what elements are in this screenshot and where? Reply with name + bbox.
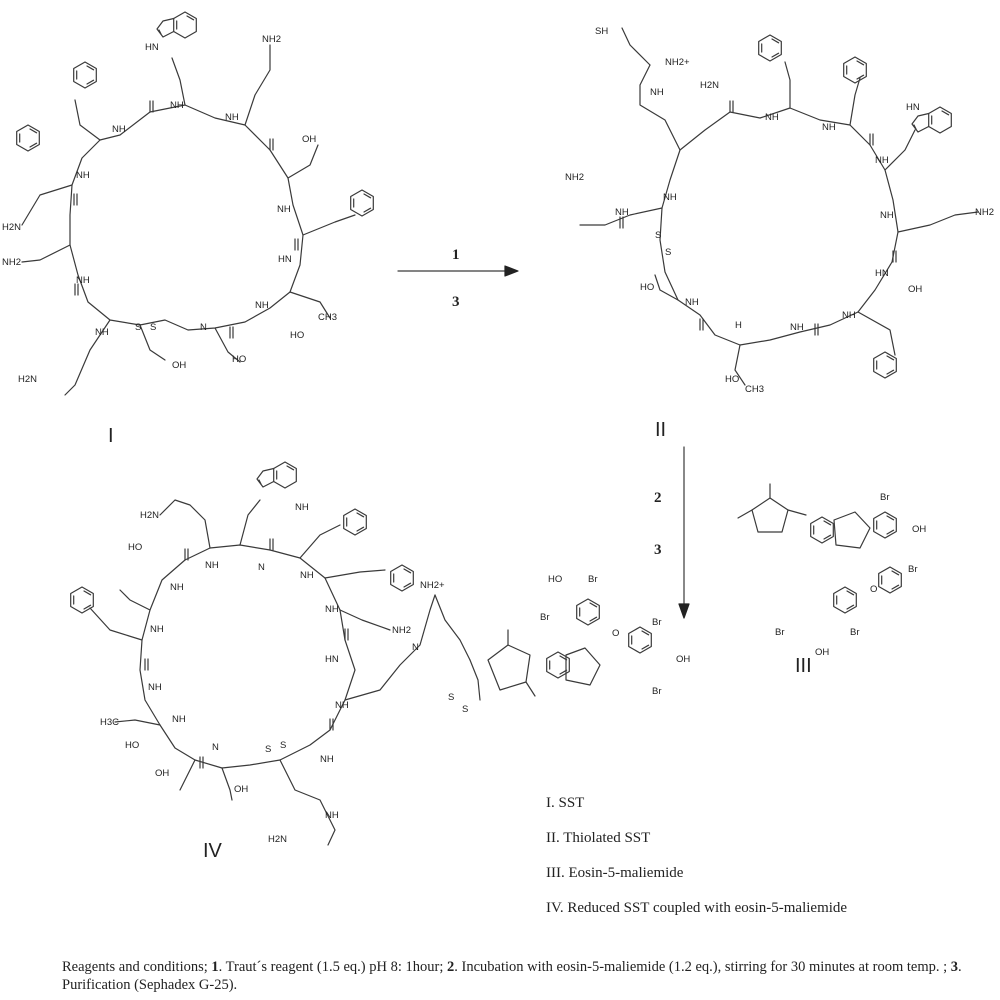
- compound-iv-n-atom-3: N: [212, 742, 219, 753]
- compound-ii-nh-atom-6: NH: [842, 310, 856, 321]
- compound-ii-oh-atom: OH: [908, 284, 923, 295]
- compound-ii-h-atom: H: [735, 320, 742, 331]
- compound-iv-n-atom: N: [258, 562, 265, 573]
- caption-step-1-number: 1: [211, 959, 219, 975]
- compound-iii-br-atom-3: Br: [775, 627, 785, 638]
- compound-iv-s-atom-2: S: [462, 704, 469, 715]
- compound-iv-oh-atom-2: OH: [234, 784, 249, 795]
- compound-iii-structure: [738, 484, 926, 677]
- compound-i-hn-atom: HN: [145, 42, 159, 53]
- compound-iv-label: IV: [203, 840, 222, 862]
- compound-ii-h2n-atom: H2N: [700, 80, 720, 91]
- compound-iii-br-atom: Br: [880, 492, 890, 503]
- compound-i-s-atom: S: [135, 322, 142, 333]
- compound-iv-ho-atom: HO: [128, 542, 143, 553]
- legend-item-i: I. SST: [546, 795, 585, 811]
- compound-i-nh-atom-8: NH: [112, 124, 126, 135]
- arrow-step-3b-label: 3: [654, 542, 662, 558]
- caption-step-3-number: 3: [950, 959, 959, 975]
- compound-iv-s-atom-4: S: [280, 740, 287, 751]
- compound-ii-nh-atom-9: NH: [663, 192, 677, 203]
- compound-i-n-atom: N: [200, 322, 207, 333]
- compound-ii-nh2-atom-2: NH2: [565, 172, 585, 183]
- compound-i-structure: [2, 12, 373, 447]
- compound-ii-nh2-atom: NH2: [975, 207, 995, 218]
- compound-i-oh-atom: OH: [302, 134, 317, 145]
- compound-ii-nh-atom-10: NH: [615, 207, 629, 218]
- compound-iv-br-atom-4: Br: [652, 686, 662, 697]
- caption-step-3-text: . Purification (Sephadex G-25).: [62, 959, 962, 993]
- compound-ii-nh-atom-2: NH: [765, 112, 779, 123]
- arrow-step-2-label: 2: [654, 490, 662, 506]
- compound-iii-label: III: [795, 655, 812, 677]
- compound-ii-nh-atom-4: NH: [875, 155, 889, 166]
- compound-i-ho-atom: HO: [290, 330, 305, 341]
- compound-i-nh-atom-7: NH: [76, 170, 90, 181]
- caption-lead: Reagents and conditions;: [62, 959, 212, 975]
- compound-i-nh-atom-2: NH: [225, 112, 239, 123]
- compound-ii-sh-atom: SH: [595, 26, 609, 37]
- compound-i-ch3-atom: CH3: [318, 312, 338, 323]
- compound-ii-nh-atom-7: NH: [790, 322, 804, 333]
- compound-ii-nh-atom-8: NH: [685, 297, 699, 308]
- compound-iv-s-atom-3: S: [265, 744, 272, 755]
- compound-iv-hn-atom: HN: [325, 654, 339, 665]
- compound-iv-nh2plus-atom: NH2+: [420, 580, 445, 591]
- compound-iv-o-atom: O: [612, 628, 620, 639]
- compound-i-s-atom-2: S: [150, 322, 157, 333]
- compound-ii-ho-atom-2: HO: [640, 282, 655, 293]
- compound-iv-n-atom-2: N: [412, 642, 419, 653]
- compound-iv-nh-atom-8: NH: [150, 624, 164, 635]
- compound-i-hn-atom-2: HN: [278, 254, 292, 265]
- compound-ii-label: II: [655, 419, 667, 441]
- caption-step-1-text: . Traut´s reagent (1.5 eq.) pH 8: 1hour;: [218, 959, 447, 975]
- compound-iv-nh-atom: NH: [295, 502, 309, 513]
- compound-iv-nh-atom-7: NH: [170, 582, 184, 593]
- compound-iv-backbone: [140, 545, 355, 768]
- caption-step-2-number: 2: [447, 959, 455, 975]
- compound-i-oh-atom-2: OH: [172, 360, 187, 371]
- compound-i-ho-atom-2: HO: [232, 354, 247, 365]
- compound-iv-nh-atom-10: NH: [172, 714, 186, 725]
- compound-iii-br-atom-4: Br: [850, 627, 860, 638]
- compound-iii-o-atom: O: [870, 584, 878, 595]
- compound-ii-hn-atom-2: HN: [875, 268, 889, 279]
- compound-iv-h2n-atom: H2N: [140, 510, 160, 521]
- compound-ii-nh2plus-atom: NH2+: [665, 57, 690, 68]
- compound-iv-ho-atom-3: HO: [548, 574, 563, 585]
- compound-ii-nh-atom-3: NH: [822, 122, 836, 133]
- legend-item-iv: IV. Reduced SST coupled with eosin-5-maliemide: [546, 900, 848, 916]
- compound-iv-nh-atom-4: NH: [325, 604, 339, 615]
- compound-iv-h2n-atom-2: H2N: [268, 834, 288, 845]
- compound-ii-ch3-atom: CH3: [745, 384, 765, 395]
- compound-i-nh-atom: NH: [170, 100, 184, 111]
- compound-legend: [546, 786, 847, 926]
- compound-iv-nh-atom-6: NH: [320, 754, 334, 765]
- compound-iv-nh-atom-9: NH: [148, 682, 162, 693]
- compound-i-nh2-atom: NH2: [262, 34, 282, 45]
- caption-step-2-text: . Incubation with eosin-5-maliemide (1.2 eq.), stirring for 30 minutes at room temp. ;: [454, 959, 951, 975]
- reaction-arrow-vertical: [654, 447, 689, 618]
- arrow-step-3-label: 3: [452, 294, 460, 310]
- compound-i-nh2-atom-2: NH2: [2, 257, 22, 268]
- compound-ii-backbone: [660, 108, 898, 345]
- compound-i-nh-atom-3: NH: [277, 204, 291, 215]
- legend-item-iii: III. Eosin-5-maliemide: [546, 865, 684, 881]
- compound-iv-nh2-atom: NH2: [392, 625, 412, 636]
- compound-iv-oh-atom-3: OH: [676, 654, 691, 665]
- compound-iv-br-atom-2: Br: [540, 612, 550, 623]
- compound-iii-oh-atom: OH: [912, 524, 927, 535]
- compound-iii-oh-atom-2: OH: [815, 647, 830, 658]
- compound-iv-s-atom: S: [448, 692, 455, 703]
- compound-i-label: I: [108, 425, 114, 447]
- compound-i-h2n-atom: H2N: [18, 374, 38, 385]
- compound-iv-nh-atom-2: NH: [205, 560, 219, 571]
- compound-i-nh-atom-5: NH: [95, 327, 109, 338]
- reaction-arrow-horizontal: [398, 247, 518, 310]
- reagents-caption: [62, 958, 962, 994]
- compound-iv-nh-atom-11: NH: [325, 810, 339, 821]
- compound-iv-nh-atom-3: NH: [300, 570, 314, 581]
- compound-iv-br-atom-3: Br: [652, 617, 662, 628]
- compound-iv-h3c-atom: H3C: [100, 717, 120, 728]
- compound-i-backbone: [70, 105, 303, 330]
- compound-iv-br-atom: Br: [588, 574, 598, 585]
- legend-item-ii: II. Thiolated SST: [546, 830, 651, 846]
- compound-iv-ho-atom-2: HO: [125, 740, 140, 751]
- compound-ii-nh-atom: NH: [650, 87, 664, 98]
- compound-ii-s-atom: S: [665, 247, 672, 258]
- compound-iv-oh-atom: OH: [155, 768, 170, 779]
- compound-iv-nh-atom-5: NH: [335, 700, 349, 711]
- compound-ii-structure: [565, 26, 994, 441]
- compound-ii-hn-atom: HN: [906, 102, 920, 113]
- compound-i-nh-atom-6: NH: [76, 275, 90, 286]
- compound-i-h2n-atom-2: H2N: [2, 222, 22, 233]
- compound-ii-s-atom-2: S: [655, 230, 662, 241]
- compound-ii-ho-atom: HO: [725, 374, 740, 385]
- compound-iii-br-atom-2: Br: [908, 564, 918, 575]
- compound-ii-nh-atom-5: NH: [880, 210, 894, 221]
- compound-i-nh-atom-4: NH: [255, 300, 269, 311]
- arrow-step-1-label: 1: [452, 247, 460, 263]
